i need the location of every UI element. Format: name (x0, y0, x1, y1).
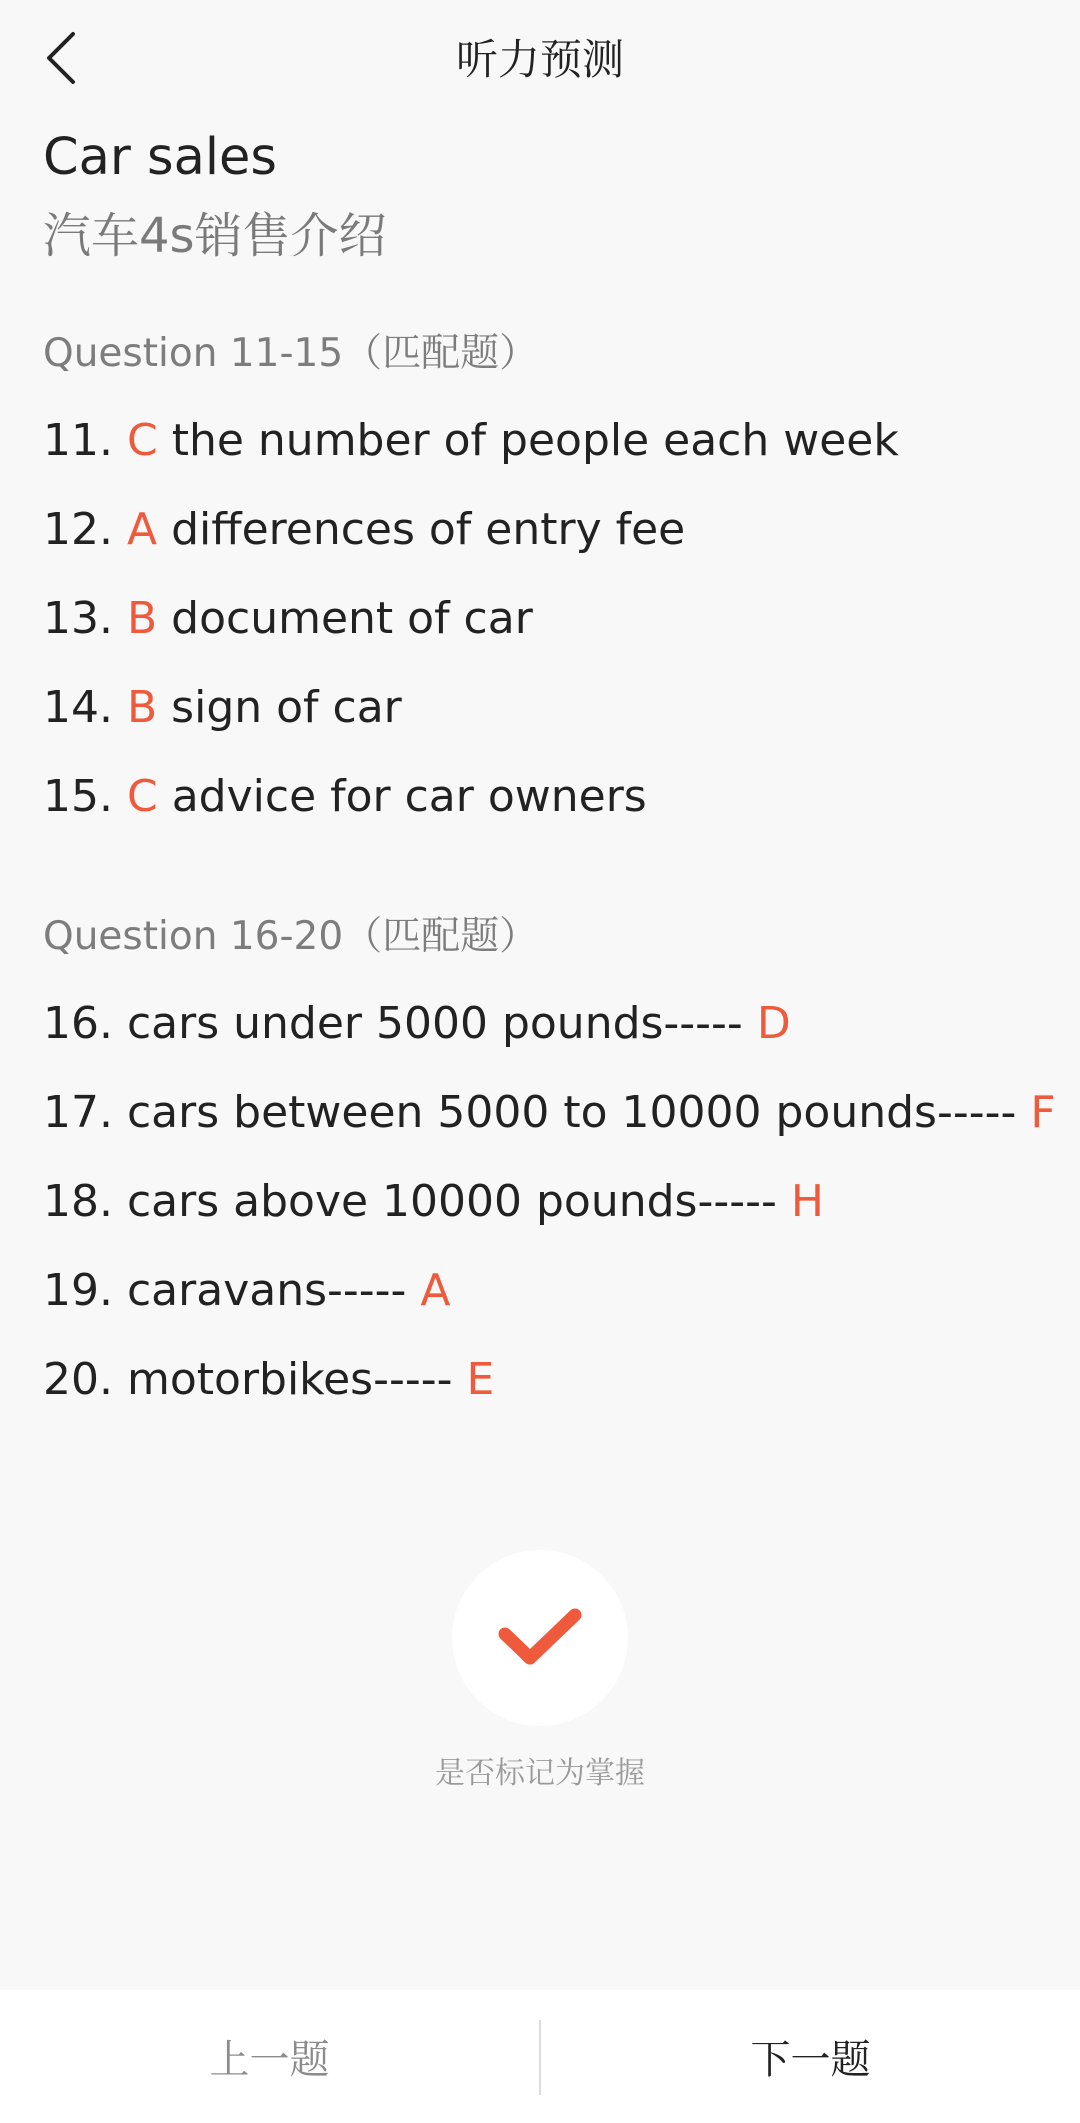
question-number: 12. (43, 504, 113, 555)
question-text: differences of entry fee (171, 504, 686, 555)
question-item (43, 574, 1043, 663)
page-title: 听力预测 (455, 35, 624, 84)
answer-letter: C (126, 771, 158, 822)
bottom-nav (0, 1990, 1080, 2123)
mark-mastered-label: 是否标记为掌握 (435, 1756, 645, 1791)
question-text: the number of people each week (171, 415, 899, 466)
section-heading-16-20: Question 16-20（匹配题） (43, 914, 539, 959)
question-text: cars under 5000 pounds----- (126, 998, 743, 1049)
content (43, 120, 1056, 1424)
question-number: 15. (43, 771, 113, 822)
question-item (43, 1157, 1043, 1246)
topic-title-zh: 汽车4s销售介绍 (43, 208, 387, 264)
answer-letter: C (126, 415, 158, 466)
answer-letter: B (126, 593, 158, 644)
answer-letter: H (790, 1176, 824, 1227)
question-number: 18. (43, 1176, 113, 1227)
question-item (43, 979, 1043, 1068)
question-number: 11. (43, 415, 113, 466)
answer-letter: B (126, 682, 158, 733)
question-number: 13. (43, 593, 113, 644)
answer-letter: A (126, 504, 158, 555)
answer-letter: A (420, 1265, 451, 1316)
question-item (43, 396, 1043, 485)
next-question-button[interactable]: 下一题 (750, 2037, 871, 2083)
prev-question-button[interactable]: 上一题 (209, 2037, 330, 2083)
checkmark-icon (497, 1606, 583, 1670)
question-number: 16. (43, 998, 113, 1049)
question-item (43, 1335, 1043, 1424)
section-heading-11-15: Question 11-15（匹配题） (43, 331, 539, 376)
question-item (43, 1246, 1043, 1335)
question-item (43, 663, 1043, 752)
question-number: 19. (43, 1265, 113, 1316)
question-number: 20. (43, 1354, 113, 1405)
question-item (43, 752, 1043, 841)
question-number: 14. (43, 682, 113, 733)
answer-letter: E (466, 1354, 495, 1405)
question-text: advice for car owners (171, 771, 647, 822)
question-text: sign of car (171, 682, 402, 733)
question-text: cars above 10000 pounds----- (126, 1176, 777, 1227)
mark-mastered-button[interactable] (452, 1550, 628, 1726)
question-text: document of car (171, 593, 533, 644)
question-text: cars between 5000 to 10000 pounds----- (126, 1087, 1017, 1138)
question-item (43, 485, 1043, 574)
question-text: motorbikes----- (126, 1354, 453, 1405)
answer-letter: D (756, 998, 791, 1049)
header (0, 0, 1080, 120)
question-item (43, 1068, 1056, 1157)
question-text: caravans----- (126, 1265, 407, 1316)
question-list-16-20 (43, 979, 1056, 1424)
question-list-11-15 (43, 396, 1043, 841)
question-number: 17. (43, 1087, 113, 1138)
answer-letter: F (1030, 1087, 1056, 1138)
topic-title-en: Car sales (43, 128, 277, 187)
